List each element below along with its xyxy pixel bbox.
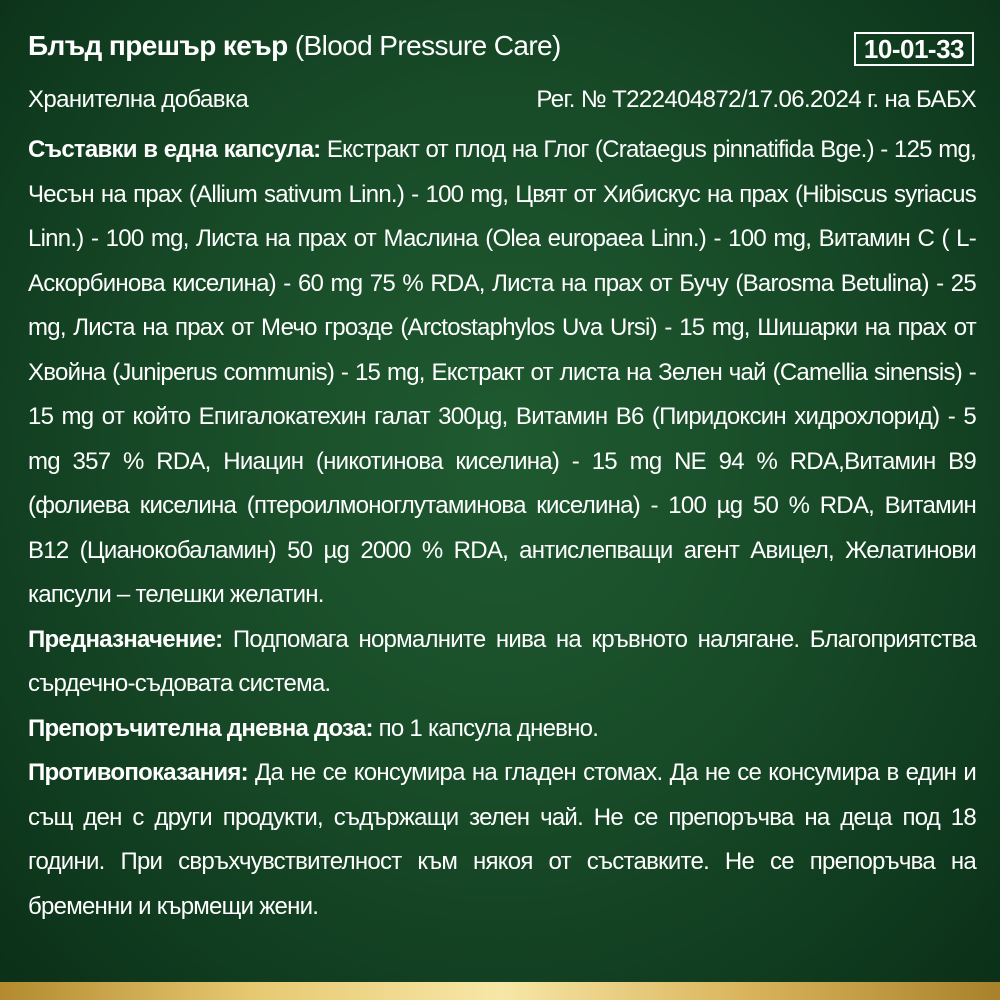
contraindications-text: Да не се консумира на гладен стомах. Да не се консумира в един и същ ден с други продукти, съдържащи зелен чай. Не се препоръчва на деца под 18 години. При свръхчувствителност към някоя от съставките. Не се препоръчва на бременни и кърмещи жени. [28,759,976,920]
contraindications-section [28,751,976,929]
purpose-label: Предназначение: [28,625,223,653]
product-type: Хранителна добавка [28,86,249,113]
product-title-english: (Blood Pressure Care) [287,30,561,61]
product-title-bulgarian: Блъд прешър кеър [28,30,288,61]
gold-footer-band [0,982,1000,1000]
product-code-badge: 10-01-33 [854,32,974,66]
registration-number: Рег. № T222404872/17.06.2024 г. на БАБХ [536,86,976,113]
purpose-section [28,618,976,707]
product-title [28,30,561,62]
ingredients-text: Екстракт от плод на Глог (Crataegus pinnatifida Bge.) - 125 mg, Чесън на прах (Allium sativum Linn.) - 100 mg, Цвят от Хибискус на прах (Hibiscus syriacus Linn.) - 100 mg, Листа на прах от Маслина (Olea europaea Linn.) - 100 mg, Витамин С ( L- Аскорбинова киселина) - 60 mg 75 % RDA, Листа на прах от Бучу (Barosma Betulina) - 25 mg, Листа на прах от Мечо грозде (Arctostaphylos Uva Ursi) - 15 mg, Шишарки на прах от Хвойна (Juniperus communis) - 15 mg, Екстракт от листа на Зелен чай (Camellia sinensis) - 15 mg от който Епигалокатехин галат 300µg, Витамин B6 (Пиридоксин хидрохлорид) - 5 mg 357 % RDA, Ниацин (никотинова киселина) - 15 mg NE 94 % RDA,Витамин B9 (фолиева киселина (птероилмоноглутаминова киселина) - 100 µg 50 % RDA, Витамин B12 (Цианокобаламин) 50 µg 2000 % RDA, антислепващи агент Авицел, Желатинови капсули – телешки желатин. [28,136,976,608]
product-label [28,22,976,972]
ingredients-label: Съставки в една капсула: [28,136,321,163]
purpose-text: Подпомага нормалните нива на кръвното налягане. Благоприятства сърдечно-съдовата система. [28,625,976,697]
label-subheader [28,86,976,128]
contraindications-label: Противопоказания: [28,759,248,786]
ingredients-section [28,128,976,618]
dosage-section [28,707,976,752]
dosage-label: Препоръчителна дневна доза: [28,714,373,742]
label-header [28,22,976,72]
dosage-text: по 1 капсула дневно. [372,714,599,742]
